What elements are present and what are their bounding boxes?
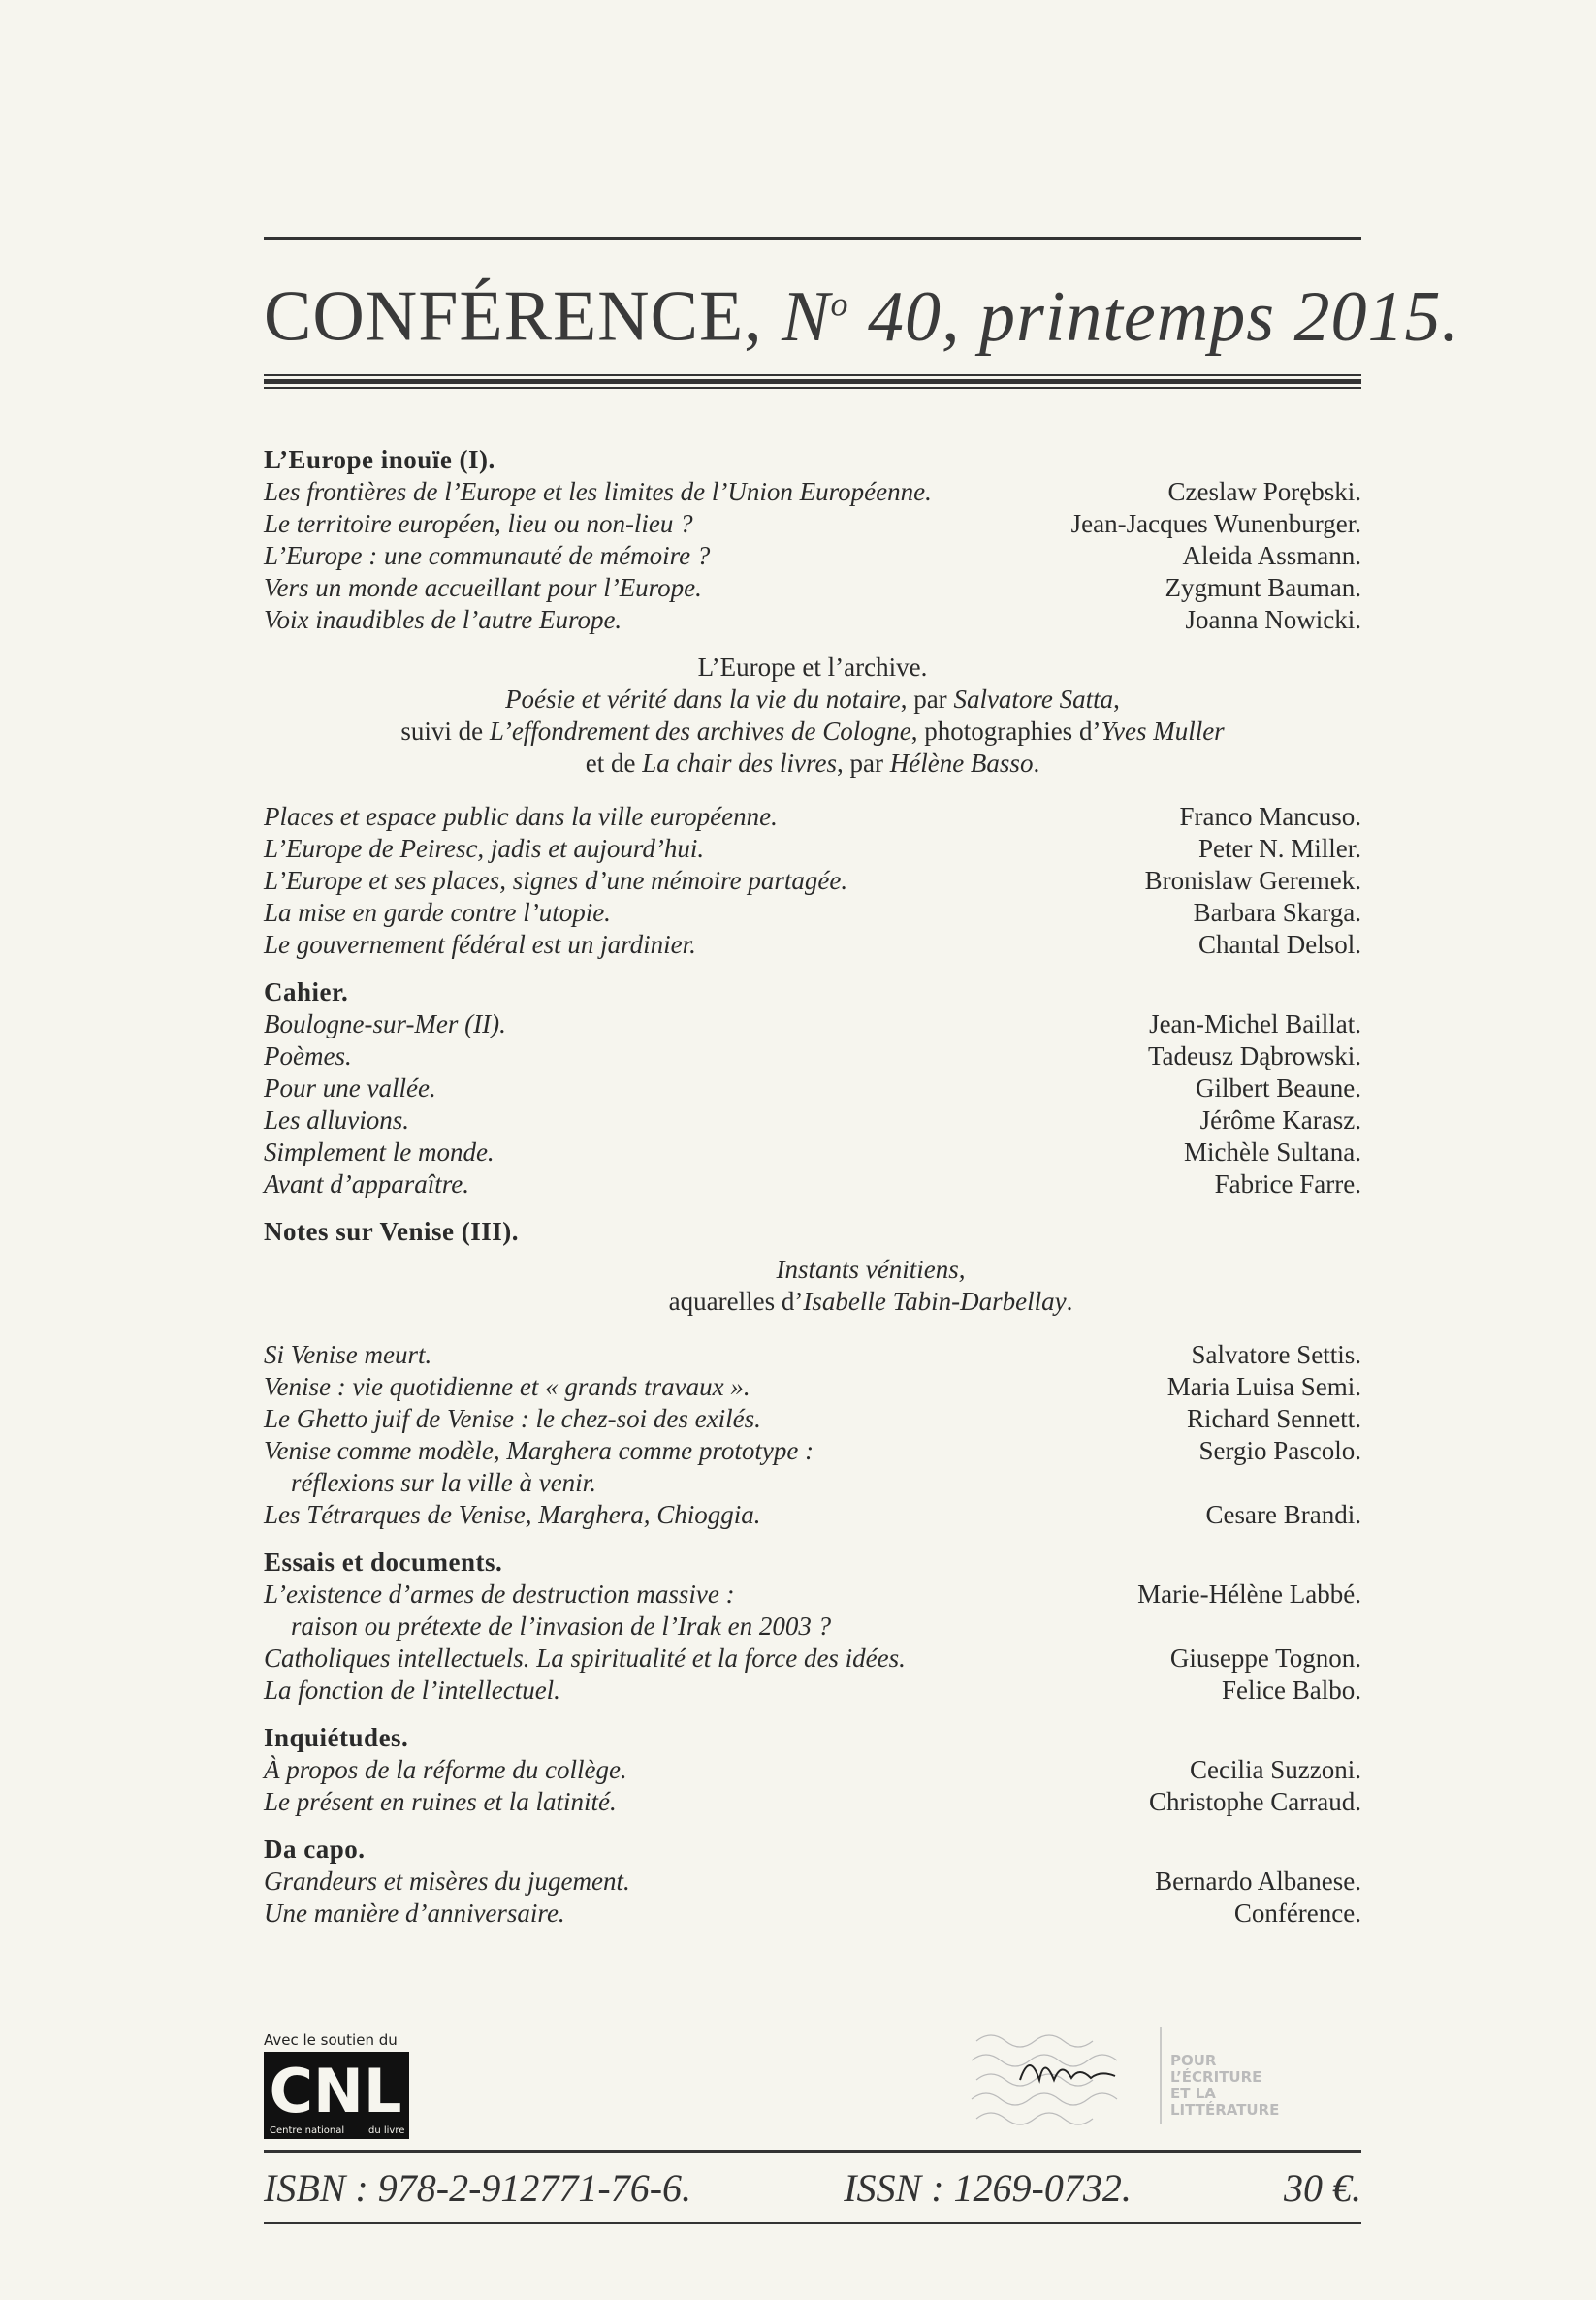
isbn: ISBN : 978-2-912771-76-6. [264,2166,692,2210]
section-places [264,801,1361,961]
toc-entry [264,1104,1361,1136]
cnl-logo [264,2052,409,2139]
entry-title: Avant d’apparaître. [264,1169,469,1198]
entry-title: réflexions sur la ville à venir. [291,1468,596,1497]
entry-title: Le Ghetto juif de Venise : le chez-soi des exilés. [264,1404,761,1433]
entry-title: Vers un monde accueillant pour l’Europe. [264,573,702,602]
entry-title: raison ou prétexte de l’invasion de l’Irak en 2003 ? [291,1612,832,1641]
cnl-caption: Avec le soutien du [264,2031,398,2049]
toc-entry [264,1611,1361,1643]
toc-entry [264,801,1361,833]
footer-rule [264,2150,1361,2153]
entry-author: Aleida Assmann. [1182,541,1361,570]
archive-line-2: Poésie et vérité dans la vie du notaire, par Salvatore Satta, [505,685,1120,714]
entry-title: Boulogne-sur-Mer (II). [264,1009,506,1038]
toc-entry [264,1754,1361,1786]
entry-title: Le territoire européen, lieu ou non-lieu ? [264,509,693,538]
entry-author: Barbara Skarga. [1193,898,1361,927]
toc-entry [264,1675,1361,1707]
entry-author: Giuseppe Tognon. [1169,1644,1361,1673]
toc-entry [264,1643,1361,1675]
toc-entry [264,1168,1361,1200]
section-title: Cahier. [264,977,349,1006]
issn: ISSN : 1269-0732. [844,2166,1132,2210]
toc-entry [264,833,1361,865]
entry-title: Voix inaudibles de l’autre Europe. [264,605,622,634]
toc-entry [264,897,1361,929]
entry-title: Une manière d’anniversaire. [264,1899,565,1928]
toc-entry [264,1467,1361,1499]
entry-title: Le gouvernement fédéral est un jardinier. [264,930,696,959]
toc-entry [264,1008,1361,1040]
section-title: Essais et documents. [264,1548,503,1577]
entry-title: À propos de la réforme du collège. [264,1755,627,1784]
entry-author: Gilbert Beaune. [1196,1073,1361,1102]
section-inquietudes [264,1722,1361,1818]
section-cahier [264,976,1361,1200]
toc-entry [264,540,1361,572]
toc-entry [264,1898,1361,1930]
entry-author: Michèle Sultana. [1184,1137,1361,1166]
entry-author: Salvatore Settis. [1191,1340,1361,1369]
toc-entry [264,1136,1361,1168]
entry-title: Venise : vie quotidienne et « grands travaux ». [264,1372,750,1401]
entry-author: Fabrice Farre. [1214,1169,1361,1198]
entry-author: Bernardo Albanese. [1155,1867,1361,1896]
entry-author: Maria Luisa Semi. [1166,1372,1361,1401]
entry-title: Places et espace public dans la ville européenne. [264,802,778,831]
entry-author: Peter N. Miller. [1198,834,1361,863]
svg-text:LITTÉRATURE: LITTÉRATURE [1170,2101,1280,2119]
toc-entry [264,1866,1361,1898]
svg-text:POUR: POUR [1170,2052,1217,2069]
toc-entry [264,1040,1361,1072]
archive-line-3: suivi de L’effondrement des archives de Cologne, photographies d’Yves Muller [400,717,1225,746]
archive-block [264,652,1361,780]
entry-title: Catholiques intellectuels. La spiritualité et la force des idées. [264,1644,906,1673]
svg-text:ET LA: ET LA [1170,2085,1216,2102]
entry-author: Cesare Brandi. [1205,1500,1361,1529]
toc-entry [264,476,1361,508]
issue-label: $N^o$ 40, printemps 2015. [782,276,1461,357]
entry-author: Chantal Delsol. [1198,930,1361,959]
entry-title: L’Europe : une communauté de mémoire ? [264,541,711,570]
entry-author: Franco Mancuso. [1179,802,1361,831]
archive-line-4: et de La chair des livres, par Hélène Basso. [585,749,1040,778]
signature-pattern [972,2035,1117,2124]
top-rule [264,237,1361,240]
entry-author: Jérôme Karasz. [1199,1105,1361,1134]
table-of-contents [264,444,1361,1945]
entry-author: Jean-Jacques Wunenburger. [1070,509,1361,538]
entry-author: Felice Balbo. [1222,1676,1361,1705]
back-cover [264,0,1461,2300]
entry-author: Conférence. [1233,1899,1361,1928]
footer-rule-bottom [264,2222,1361,2224]
toc-entry [264,1339,1361,1371]
entry-title: L’existence d’armes de destruction massive : [264,1580,735,1609]
entry-title: Les frontières de l’Europe et les limites de l’Union Européenne. [264,477,932,506]
entry-author: Christophe Carraud. [1149,1787,1361,1816]
svg-text:Centre national: Centre national [270,2125,345,2136]
entry-title: Les alluvions. [264,1105,410,1134]
entry-title: L’Europe et ses places, signes d’une mémoire partagée. [264,866,848,895]
svg-text:CNL: CNL [269,2056,402,2126]
entry-title: Si Venise meurt. [264,1340,432,1369]
section-essais [264,1547,1361,1707]
toc-entry [264,1786,1361,1818]
venise-intro: Instants vénitiens, aquarelles d’Isabelle Tabin-Darbellay. [668,1255,1073,1316]
entry-title: La mise en garde contre l’utopie. [264,898,611,927]
entry-author: Richard Sennett. [1187,1404,1361,1433]
svg-text:L’ÉCRITURE: L’ÉCRITURE [1170,2068,1262,2086]
svg-text:du livre: du livre [368,2125,405,2136]
signature-mark [1020,2065,1115,2080]
toc-entry [264,1435,1361,1467]
section-title: Notes sur Venise (III). [264,1217,520,1246]
toc-entry [264,572,1361,604]
page-title [264,260,1461,361]
section-europe [264,444,1361,636]
toc-entry [264,1072,1361,1104]
section-venise [264,1216,1361,1531]
entry-title: Les Tétrarques de Venise, Marghera, Chioggia. [264,1500,761,1529]
footer [264,2164,1361,2213]
section-title: Inquiétudes. [264,1723,409,1752]
entry-author: Jean-Michel Baillat. [1149,1009,1361,1038]
entry-title: Venise comme modèle, Marghera comme prototype : [264,1436,814,1465]
journal-name: CONFÉRENCE, [264,276,763,357]
entry-title: Grandeurs et misères du jugement. [264,1867,630,1896]
entry-author: Czeslaw Porębski. [1167,477,1361,506]
toc-entry [264,1371,1361,1403]
toc-entry [264,1403,1361,1435]
entry-author: Cecilia Suzzoni. [1190,1755,1361,1784]
entry-title: L’Europe de Peiresc, jadis et aujourd’hui. [264,834,705,863]
toc-entry [264,1579,1361,1611]
section-dacapo [264,1834,1361,1930]
toc-entry [264,1499,1361,1531]
entry-author: Joanna Nowicki. [1185,605,1361,634]
toc-entry [264,865,1361,897]
toc-entry [264,604,1361,636]
entry-author: Zygmunt Bauman. [1165,573,1361,602]
partner-logo [967,2022,1355,2128]
entry-title: Simplement le monde. [264,1137,495,1166]
entry-title: La fonction de l’intellectuel. [264,1676,560,1705]
section-title: Da capo. [264,1835,366,1864]
toc-entry [264,929,1361,961]
entry-author: Bronislaw Geremek. [1144,866,1361,895]
entry-author: Marie-Hélène Labbé. [1137,1580,1361,1609]
entry-title: Le présent en ruines et la latinité. [264,1787,617,1816]
title-rules [264,374,1361,392]
entry-title: Pour une vallée. [264,1073,436,1102]
archive-heading: L’Europe et l’archive. [697,653,928,682]
section-title: L’Europe inouïe (I). [264,445,495,474]
entry-title: Poèmes. [264,1041,352,1070]
entry-author: Sergio Pascolo. [1198,1436,1361,1465]
price: 30 €. [1284,2166,1361,2210]
toc-entry [264,508,1361,540]
entry-author: Tadeusz Dąbrowski. [1147,1041,1361,1070]
